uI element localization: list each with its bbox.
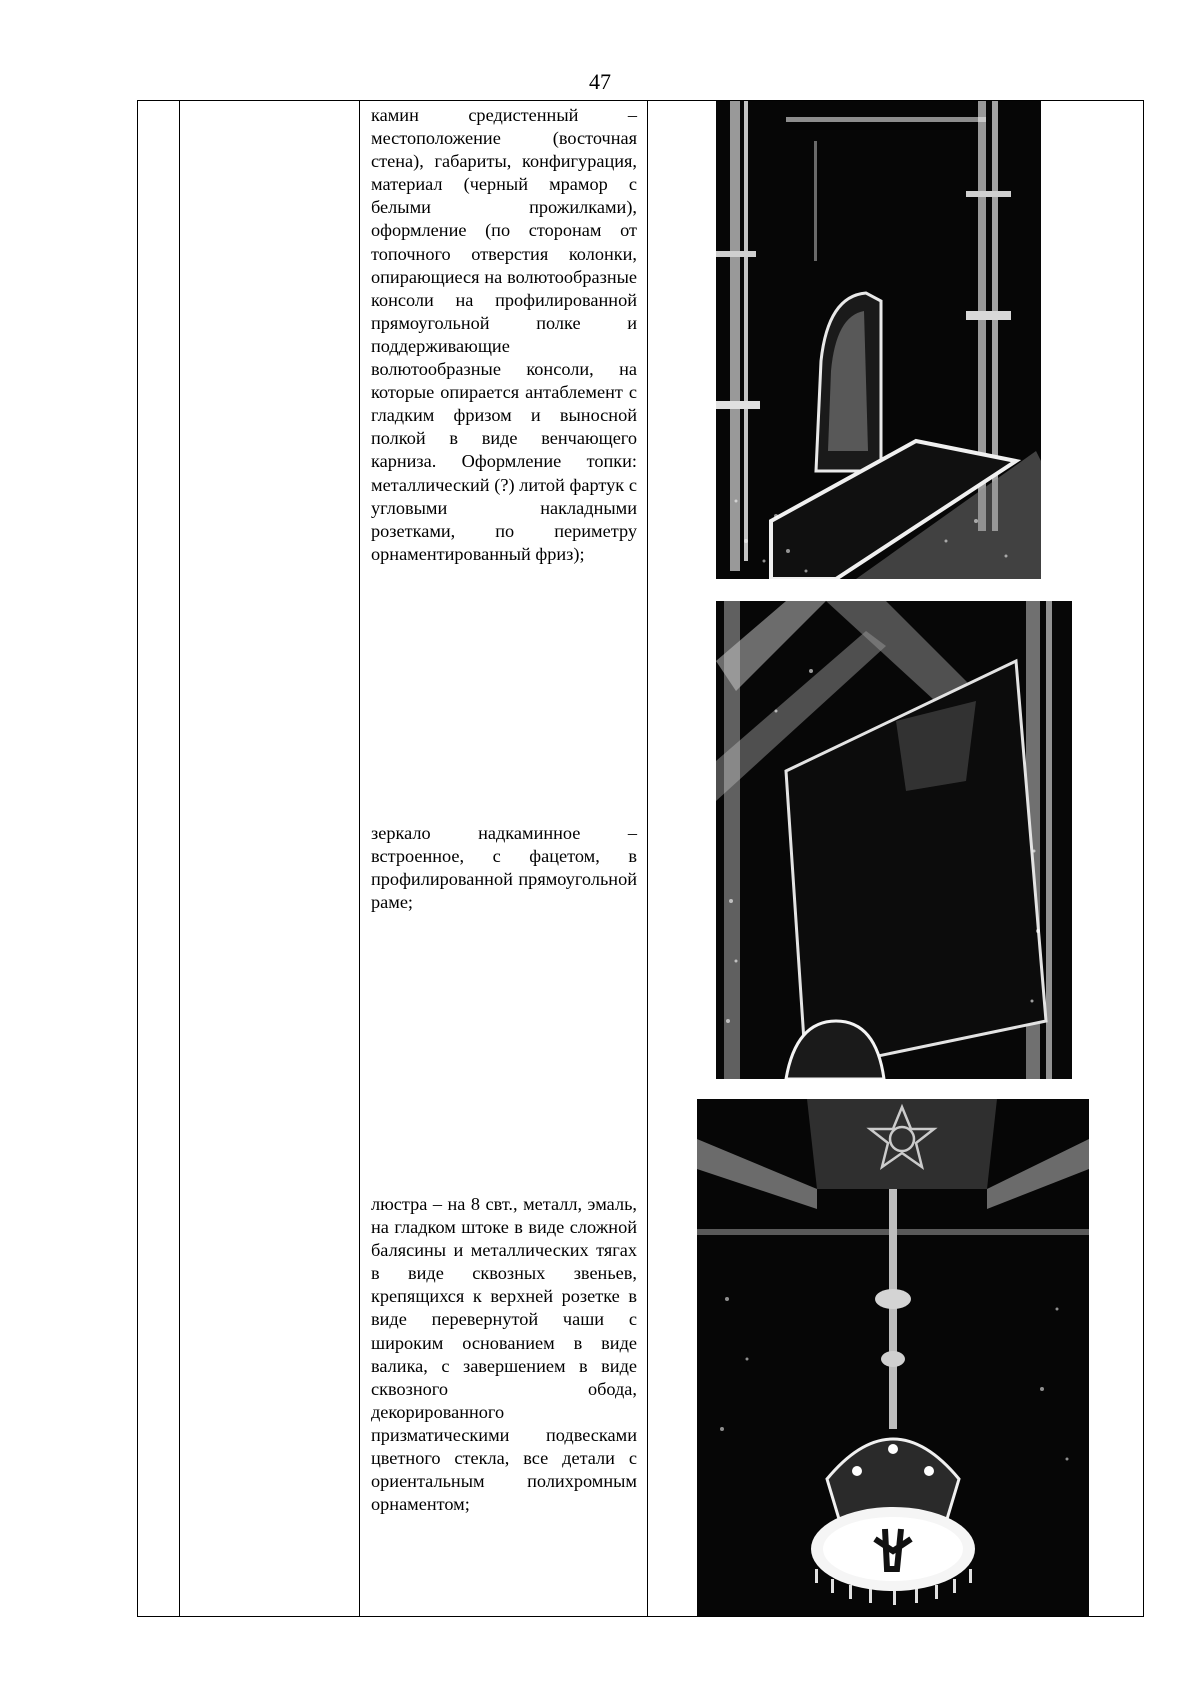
chandelier-description: люстра – на 8 свт., металл, эмаль, на гладком штоке в виде сложной балясины и металлических тягах в виде сквозных звеньев, крепящихся к верхней розетке в виде перевернутой чаши с широким основанием в виде валика, с завершением в виде сквозного обода, декорированного призматическими подвесками цветного стекла, все детали с ориентальным полихромным орнаментом;: [371, 1194, 637, 1515]
table-row: [138, 101, 1144, 1617]
chandelier-photo: [697, 1099, 1089, 1617]
page-number: 47: [589, 69, 611, 94]
mirror-description: зеркало надкаминное – встроенное, с фацетом, в профилированной прямоугольной раме;: [371, 823, 637, 913]
photo-cell: [648, 101, 1144, 1617]
fireplace-description: камин средистенный – местоположение (восточная стена), габариты, конфигурация, материал (черный мрамор с белыми прожилками), оформление (по сторонам от топочного отверстия колонки, опирающиеся на волютообразные консоли на профилированной прямоугольной полке и поддерживающие волютообразные консоли, на которые опирается антаблемент с гладким фризом и выносной полкой в виде венчающего карниза. Оформление топки: металлический (?) литой фартук с угловыми накладными розетками, по периметру орнаментированный фриз);: [371, 105, 637, 564]
description-cell: [360, 101, 648, 1617]
number-cell: [138, 101, 180, 1617]
fireplace-photo: [716, 101, 1041, 579]
name-cell: [180, 101, 360, 1617]
inventory-table: [137, 100, 1144, 1617]
overmantel-mirror-photo: [716, 601, 1072, 1079]
